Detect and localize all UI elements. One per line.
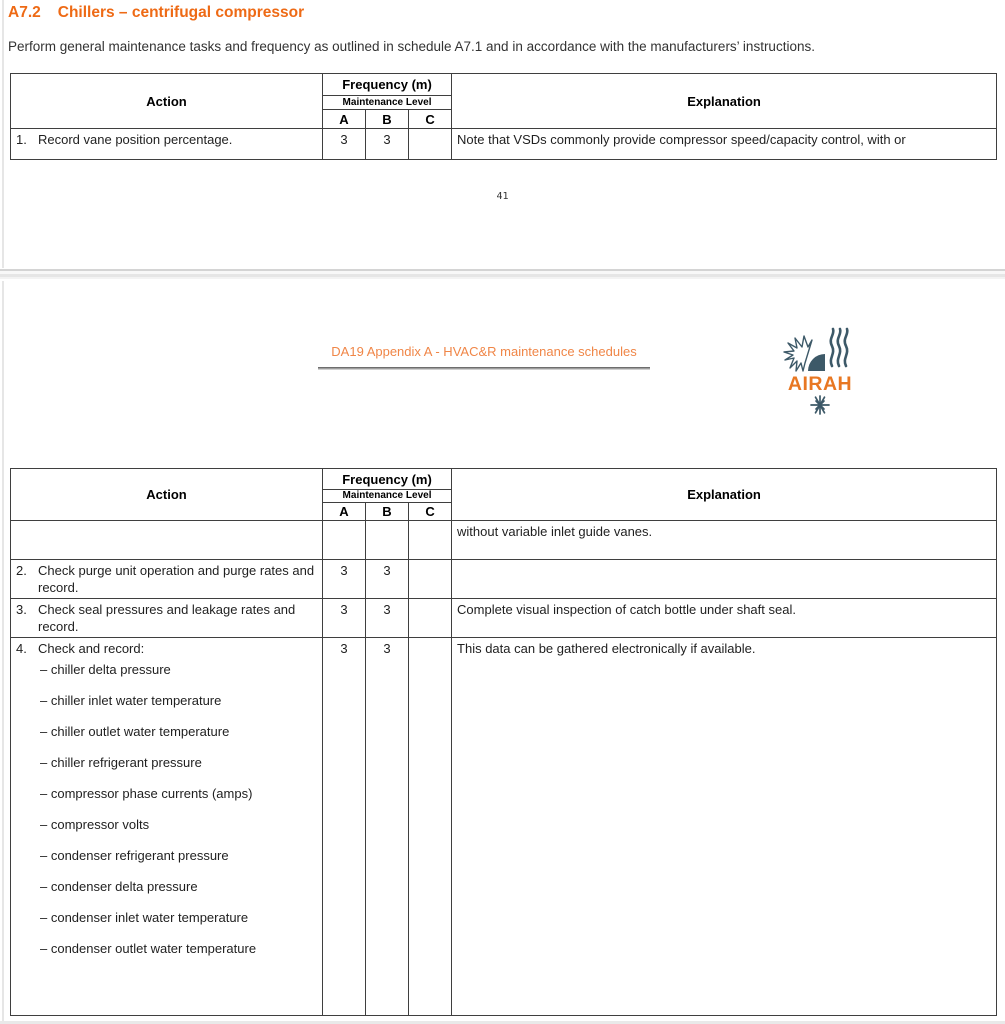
level-c-cell [409, 638, 452, 1016]
action-text: Record vane position percentage. [38, 132, 233, 147]
section-heading [8, 4, 304, 22]
col-header-level-c: C [409, 503, 452, 521]
page-left-edge [2, 0, 4, 1024]
table-row [11, 560, 997, 599]
col-header-level-a: A [323, 503, 366, 521]
col-header-explanation: Explanation [452, 469, 997, 521]
action-cell [11, 638, 323, 1016]
action-number: 3. [16, 602, 27, 617]
checklist-item: – compressor phase currents (amps) [40, 786, 253, 801]
level-b-cell [366, 521, 409, 560]
level-c-cell [409, 560, 452, 599]
level-b-cell: 3 [366, 638, 409, 1016]
page-separator [0, 268, 1005, 281]
level-b-cell: 3 [366, 599, 409, 638]
col-header-level-b: B [366, 503, 409, 521]
table-row [11, 638, 997, 1016]
explanation-cell: without variable inlet guide vanes. [452, 521, 997, 560]
explanation-cell: Note that VSDs commonly provide compressor speed/capacity control, with or [452, 129, 997, 160]
col-header-explanation: Explanation [452, 74, 997, 129]
checklist-item: – condenser refrigerant pressure [40, 848, 229, 863]
level-c-cell [409, 129, 452, 160]
col-header-frequency: Frequency (m) [323, 74, 452, 96]
airah-logo [782, 326, 860, 416]
table-row [11, 599, 997, 638]
table-row [11, 129, 997, 160]
level-b-cell: 3 [366, 129, 409, 160]
col-header-maintenance-level: Maintenance Level [323, 490, 452, 503]
section-number: A7.2 [8, 4, 41, 21]
checklist-item: – condenser delta pressure [40, 879, 198, 894]
col-header-action: Action [11, 74, 323, 129]
action-cell [11, 560, 323, 599]
level-a-cell: 3 [323, 599, 366, 638]
action-number: 1. [16, 132, 27, 147]
checklist-item: – chiller refrigerant pressure [40, 755, 202, 770]
heat-waves-icon [831, 329, 848, 366]
explanation-cell [452, 560, 997, 599]
level-a-cell: 3 [323, 129, 366, 160]
action-cell [11, 599, 323, 638]
checklist-item: – chiller outlet water temperature [40, 724, 230, 739]
col-header-frequency: Frequency (m) [323, 469, 452, 490]
col-header-action: Action [11, 469, 323, 521]
action-cell [11, 521, 323, 560]
airah-logo-graphic [782, 326, 860, 416]
level-c-cell [409, 599, 452, 638]
maintenance-table-page2 [10, 468, 997, 1016]
action-cell [11, 129, 323, 160]
action-text: Check purge unit operation and purge rates and record. [38, 563, 315, 595]
level-b-cell: 3 [366, 560, 409, 599]
action-number: 4. [16, 641, 27, 656]
level-a-cell: 3 [323, 560, 366, 599]
col-header-level-b: B [366, 110, 409, 129]
action-text: Check and record: [38, 641, 145, 656]
checklist-item: – condenser inlet water temperature [40, 910, 249, 925]
level-a-cell: 3 [323, 638, 366, 1016]
section-title: Chillers – centrifugal compressor [57, 4, 305, 21]
action-number: 2. [16, 563, 27, 578]
checklist-item: – chiller delta pressure [40, 662, 171, 677]
col-header-maintenance-level: Maintenance Level [323, 96, 452, 110]
running-header: DA19 Appendix A - HVAC&R maintenance schedules [331, 344, 637, 359]
checklist-item: – condenser outlet water temperature [40, 941, 257, 956]
level-c-cell [409, 521, 452, 560]
sun-body [808, 354, 825, 371]
col-header-level-c: C [409, 110, 452, 129]
running-header-rule [318, 367, 650, 370]
header-row-frequency [11, 74, 997, 96]
col-header-level-a: A [323, 110, 366, 129]
action-text: Check seal pressures and leakage rates and record. [38, 602, 296, 634]
header-row-frequency [11, 469, 997, 490]
sunburst-icon [784, 336, 812, 371]
page-number: 41 [496, 191, 509, 202]
checklist-item: – compressor volts [40, 817, 150, 832]
level-a-cell [323, 521, 366, 560]
explanation-cell: This data can be gathered electronically if available. [452, 638, 997, 1016]
maintenance-table-page1 [10, 73, 997, 160]
intro-paragraph: Perform general maintenance tasks and frequency as outlined in schedule A7.1 and in accordance with the manufacturers’ instructions. [8, 39, 815, 54]
logo-text: AIRAH [787, 373, 853, 395]
checklist-item: – chiller inlet water temperature [40, 693, 222, 708]
explanation-cell: Complete visual inspection of catch bottle under shaft seal. [452, 599, 997, 638]
snowflake-icon [811, 396, 829, 414]
table-row-continuation [11, 521, 997, 560]
